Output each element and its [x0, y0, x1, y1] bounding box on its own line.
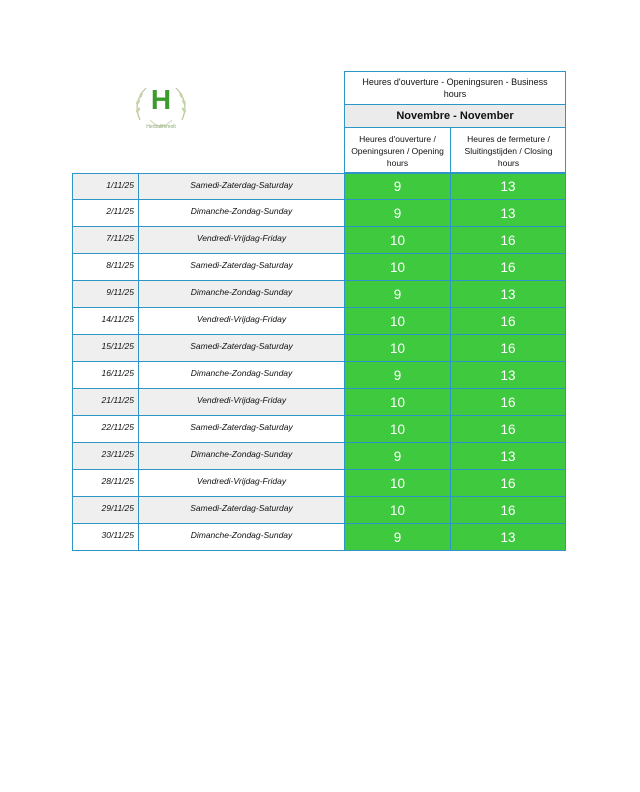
date-cell	[72, 200, 138, 227]
closing-hour-cell: 16	[450, 227, 566, 254]
day-cell	[138, 281, 344, 308]
day-text: Samedi-Zaterdag-Saturday	[190, 503, 293, 513]
day-cell	[138, 173, 344, 200]
logo-caption: Herbalifemolt	[146, 124, 176, 130]
table-row	[72, 416, 566, 443]
opening-hour-cell: 9	[344, 281, 450, 308]
closing-hour-cell: 13	[450, 281, 566, 308]
column-header-opening: Heures d'ouverture / Openingsuren / Opening hours	[345, 128, 451, 173]
table-row	[72, 362, 566, 389]
table-row	[72, 470, 566, 497]
opening-hour-cell: 10	[344, 335, 450, 362]
day-cell	[138, 200, 344, 227]
table-row	[72, 173, 566, 200]
date-text: 29/11/25	[101, 503, 134, 513]
date-text: 2/11/25	[106, 206, 134, 216]
day-text: Vendredi-Vrijdag-Friday	[196, 314, 287, 324]
opening-hour-cell: 10	[344, 416, 450, 443]
day-text: Vendredi-Vrijdag-Friday	[196, 395, 287, 405]
day-text: Dimanche-Zondag-Sunday	[190, 368, 293, 378]
day-text: Vendredi-Vrijdag-Friday	[196, 476, 287, 486]
date-text: 16/11/25	[101, 368, 134, 378]
day-cell	[138, 308, 344, 335]
date-text: 22/11/25	[101, 422, 134, 432]
day-text: Dimanche-Zondag-Sunday	[190, 449, 293, 459]
logo-letter: H	[150, 84, 172, 115]
month-title: Novembre - November	[345, 105, 565, 128]
date-cell	[72, 524, 138, 551]
date-text: 7/11/25	[106, 233, 134, 243]
date-text: 8/11/25	[106, 260, 134, 270]
closing-hour-cell: 13	[450, 173, 566, 200]
date-text: 9/11/25	[106, 287, 134, 297]
date-text: 30/11/25	[101, 530, 134, 540]
table-row	[72, 200, 566, 227]
day-text: Dimanche-Zondag-Sunday	[190, 530, 293, 540]
day-cell	[138, 524, 344, 551]
closing-hour-cell: 13	[450, 362, 566, 389]
day-cell	[138, 470, 344, 497]
closing-hour-cell: 13	[450, 443, 566, 470]
opening-hour-cell: 9	[344, 524, 450, 551]
opening-hour-cell: 10	[344, 389, 450, 416]
date-cell	[72, 362, 138, 389]
day-cell	[138, 443, 344, 470]
table-row	[72, 443, 566, 470]
date-cell	[72, 470, 138, 497]
day-cell	[138, 497, 344, 524]
table-row	[72, 281, 566, 308]
header-title: Heures d'ouverture - Openingsuren - Business hours	[345, 72, 565, 105]
hours-table	[72, 173, 566, 551]
day-cell	[138, 416, 344, 443]
date-cell	[72, 254, 138, 281]
date-text: 1/11/25	[106, 180, 134, 190]
business-hours-header	[344, 71, 566, 173]
closing-hour-cell: 16	[450, 389, 566, 416]
table-row	[72, 497, 566, 524]
opening-hour-cell: 9	[344, 443, 450, 470]
day-cell	[138, 335, 344, 362]
date-cell	[72, 173, 138, 200]
day-text: Samedi-Zaterdag-Saturday	[190, 180, 293, 190]
leaf-wreath-logo	[126, 80, 196, 136]
table-row	[72, 227, 566, 254]
opening-hour-cell: 9	[344, 200, 450, 227]
table-row	[72, 335, 566, 362]
date-text: 14/11/25	[101, 314, 134, 324]
day-text: Dimanche-Zondag-Sunday	[190, 287, 293, 297]
date-cell	[72, 389, 138, 416]
closing-hour-cell: 16	[450, 470, 566, 497]
date-cell	[72, 416, 138, 443]
opening-hour-cell: 9	[344, 362, 450, 389]
date-cell	[72, 443, 138, 470]
date-text: 28/11/25	[101, 476, 134, 486]
day-text: Samedi-Zaterdag-Saturday	[190, 260, 293, 270]
day-cell	[138, 227, 344, 254]
closing-hour-cell: 13	[450, 200, 566, 227]
day-cell	[138, 389, 344, 416]
date-text: 21/11/25	[101, 395, 134, 405]
date-cell	[72, 281, 138, 308]
opening-hour-cell: 10	[344, 227, 450, 254]
day-text: Dimanche-Zondag-Sunday	[190, 206, 293, 216]
table-row	[72, 524, 566, 551]
date-cell	[72, 497, 138, 524]
date-cell	[72, 335, 138, 362]
opening-hour-cell: 10	[344, 470, 450, 497]
date-cell	[72, 227, 138, 254]
table-row	[72, 389, 566, 416]
closing-hour-cell: 16	[450, 308, 566, 335]
opening-hour-cell: 10	[344, 308, 450, 335]
day-text: Vendredi-Vrijdag-Friday	[196, 233, 287, 243]
closing-hour-cell: 16	[450, 497, 566, 524]
closing-hour-cell: 13	[450, 524, 566, 551]
day-text: Samedi-Zaterdag-Saturday	[190, 341, 293, 351]
closing-hour-cell: 16	[450, 416, 566, 443]
closing-hour-cell: 16	[450, 335, 566, 362]
table-row	[72, 308, 566, 335]
date-cell	[72, 308, 138, 335]
closing-hour-cell: 16	[450, 254, 566, 281]
column-header-closing: Heures de fermeture / Sluitingstijden / Closing hours	[464, 133, 553, 168]
opening-hour-cell: 10	[344, 254, 450, 281]
day-cell	[138, 362, 344, 389]
table-row	[72, 254, 566, 281]
date-text: 15/11/25	[101, 341, 134, 351]
date-text: 23/11/25	[101, 449, 134, 459]
day-text: Samedi-Zaterdag-Saturday	[190, 422, 293, 432]
opening-hour-cell: 9	[344, 173, 450, 200]
opening-hour-cell: 10	[344, 497, 450, 524]
day-cell	[138, 254, 344, 281]
